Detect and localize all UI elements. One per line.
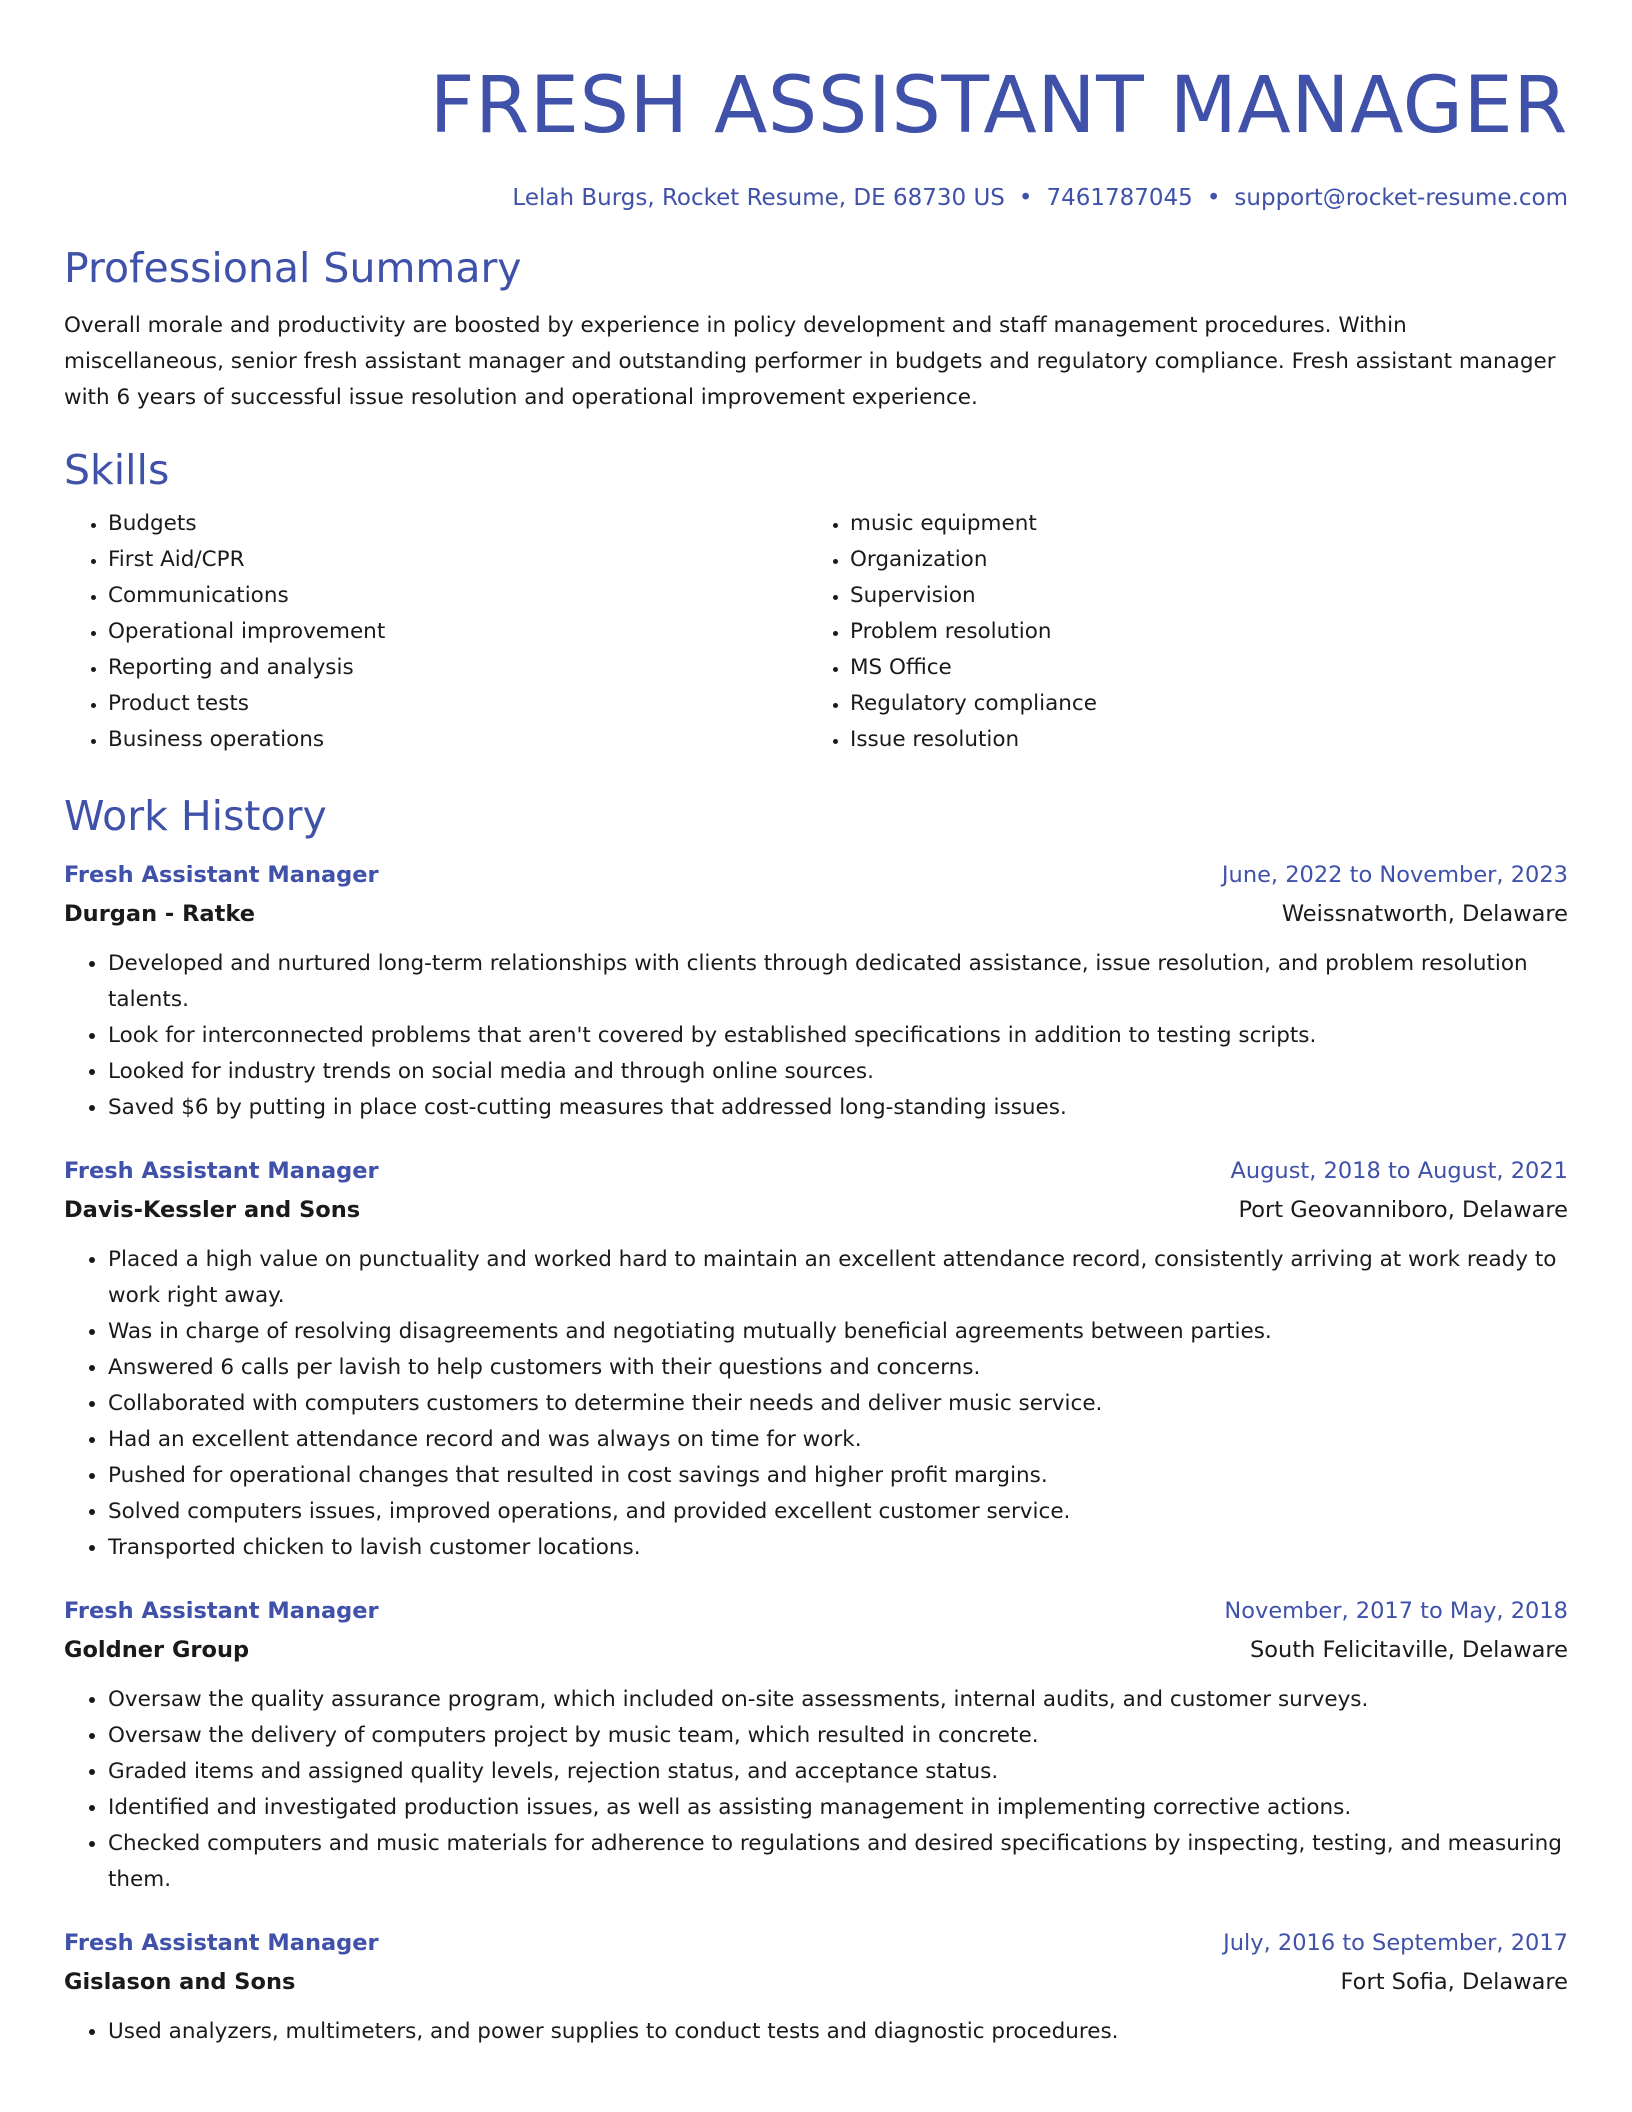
skill-item: • Product tests xyxy=(108,686,806,722)
job-entry xyxy=(64,1924,1568,2050)
job-header-row xyxy=(64,856,1568,894)
contact-address: Lelah Burgs, Rocket Resume, DE 68730 US xyxy=(512,185,1005,211)
job-company: Durgan - Ratke xyxy=(64,901,255,927)
summary-heading: Professional Summary xyxy=(64,244,522,292)
job-bullet: • Transported chicken to lavish customer locations. xyxy=(108,1530,1568,1566)
skill-item: • First Aid/CPR xyxy=(108,542,806,578)
job-entry xyxy=(64,1152,1568,1566)
job-title: Fresh Assistant Manager xyxy=(64,1930,379,1956)
skill-item: • Reporting and analysis xyxy=(108,650,806,686)
skills-heading: Skills xyxy=(64,446,170,494)
job-bullet: • Identified and investigated production issues, as well as assisting management in implementing corrective actions. xyxy=(108,1790,1568,1826)
skills-column-right xyxy=(806,506,1548,758)
job-bullet: • Placed a high value on punctuality and worked hard to maintain an excellent attendance record, consistently arriving at work ready to work right away. xyxy=(108,1242,1568,1314)
skill-item: • Operational improvement xyxy=(108,614,806,650)
skill-item: • MS Office xyxy=(850,650,1548,686)
job-bullet: • Graded items and assigned quality levels, rejection status, and acceptance status. xyxy=(108,1754,1568,1790)
job-company-row xyxy=(64,894,1568,934)
contact-phone: 7461787045 xyxy=(1046,185,1193,211)
job-bullet: • Oversaw the delivery of computers project by music team, which resulted in concrete. xyxy=(108,1718,1568,1754)
skill-item: • Organization xyxy=(850,542,1548,578)
job-dates: July, 2016 to September, 2017 xyxy=(1223,1930,1568,1956)
job-title: Fresh Assistant Manager xyxy=(64,862,379,888)
job-entry xyxy=(64,1592,1568,1898)
job-bullet: • Solved computers issues, improved operations, and provided excellent customer service. xyxy=(108,1494,1568,1530)
job-company-row xyxy=(64,1190,1568,1230)
skill-item: • Regulatory compliance xyxy=(850,686,1548,722)
candidate-name: FRESH ASSISTANT MANAGER xyxy=(429,61,1568,151)
skill-item: • Budgets xyxy=(108,506,806,542)
job-location: Fort Sofia, Delaware xyxy=(1340,1969,1568,1995)
job-company-row xyxy=(64,1962,1568,2002)
summary-text: Overall morale and productivity are boosted by experience in policy development and staff management procedures. Within miscellaneous, senior fresh assistant manager and outstanding performer in budgets and regulatory compliance. Fresh assistant manager with 6 years of successful issue resolution and operational improvement experience. xyxy=(64,313,1556,410)
job-bullets xyxy=(64,946,1568,1126)
job-bullet: • Looked for industry trends on social media and through online sources. xyxy=(108,1054,1568,1090)
job-company: Gislason and Sons xyxy=(64,1969,296,1995)
job-bullet: • Checked computers and music materials for adherence to regulations and desired specifications by inspecting, testing, and measuring them. xyxy=(108,1826,1568,1898)
resume-page xyxy=(64,0,1568,2050)
job-title: Fresh Assistant Manager xyxy=(64,1158,379,1184)
job-bullet: • Saved $6 by putting in place cost-cutting measures that addressed long-standing issues. xyxy=(108,1090,1568,1126)
job-header-row xyxy=(64,1152,1568,1190)
skill-item: • Business operations xyxy=(108,722,806,758)
work-history-heading: Work History xyxy=(64,792,327,840)
job-dates: November, 2017 to May, 2018 xyxy=(1224,1598,1568,1624)
skill-item: • music equipment xyxy=(850,506,1548,542)
job-company-row xyxy=(64,1630,1568,1670)
job-bullet: • Was in charge of resolving disagreements and negotiating mutually beneficial agreements between parties. xyxy=(108,1314,1568,1350)
skill-item: • Supervision xyxy=(850,578,1548,614)
job-bullets xyxy=(64,1242,1568,1566)
skills-column-left xyxy=(64,506,806,758)
job-header-row xyxy=(64,1924,1568,1962)
job-location: Weissnatworth, Delaware xyxy=(1281,901,1568,927)
contact-separator: • xyxy=(1018,185,1033,211)
job-company: Davis-Kessler and Sons xyxy=(64,1197,361,1223)
contact-separator: • xyxy=(1206,185,1221,211)
job-bullets xyxy=(64,1682,1568,1898)
skill-item: • Problem resolution xyxy=(850,614,1548,650)
skill-item: • Communications xyxy=(108,578,806,614)
job-entry xyxy=(64,856,1568,1126)
contact-line xyxy=(64,182,1568,214)
job-title: Fresh Assistant Manager xyxy=(64,1598,379,1624)
job-bullet: • Collaborated with computers customers to determine their needs and deliver music service. xyxy=(108,1386,1568,1422)
skills-list xyxy=(64,506,1568,758)
job-dates: August, 2018 to August, 2021 xyxy=(1230,1158,1568,1184)
job-company: Goldner Group xyxy=(64,1637,250,1663)
job-location: South Felicitaville, Delaware xyxy=(1249,1637,1568,1663)
skill-item: • Issue resolution xyxy=(850,722,1548,758)
job-bullet: • Developed and nurtured long-term relationships with clients through dedicated assistance, issue resolution, and problem resolution talents. xyxy=(108,946,1568,1018)
job-location: Port Geovanniboro, Delaware xyxy=(1238,1197,1568,1223)
job-bullet: • Had an excellent attendance record and was always on time for work. xyxy=(108,1422,1568,1458)
job-bullet: • Look for interconnected problems that aren't covered by established specifications in addition to testing scripts. xyxy=(108,1018,1568,1054)
job-dates: June, 2022 to November, 2023 xyxy=(1221,862,1568,888)
job-bullets xyxy=(64,2014,1568,2050)
job-bullet: • Oversaw the quality assurance program, which included on-site assessments, internal audits, and customer surveys. xyxy=(108,1682,1568,1718)
contact-email: support@rocket-resume.com xyxy=(1234,185,1568,211)
job-bullet: • Pushed for operational changes that resulted in cost savings and higher profit margins. xyxy=(108,1458,1568,1494)
job-bullet: • Used analyzers, multimeters, and power supplies to conduct tests and diagnostic procedures. xyxy=(108,2014,1568,2050)
job-header-row xyxy=(64,1592,1568,1630)
job-bullet: • Answered 6 calls per lavish to help customers with their questions and concerns. xyxy=(108,1350,1568,1386)
